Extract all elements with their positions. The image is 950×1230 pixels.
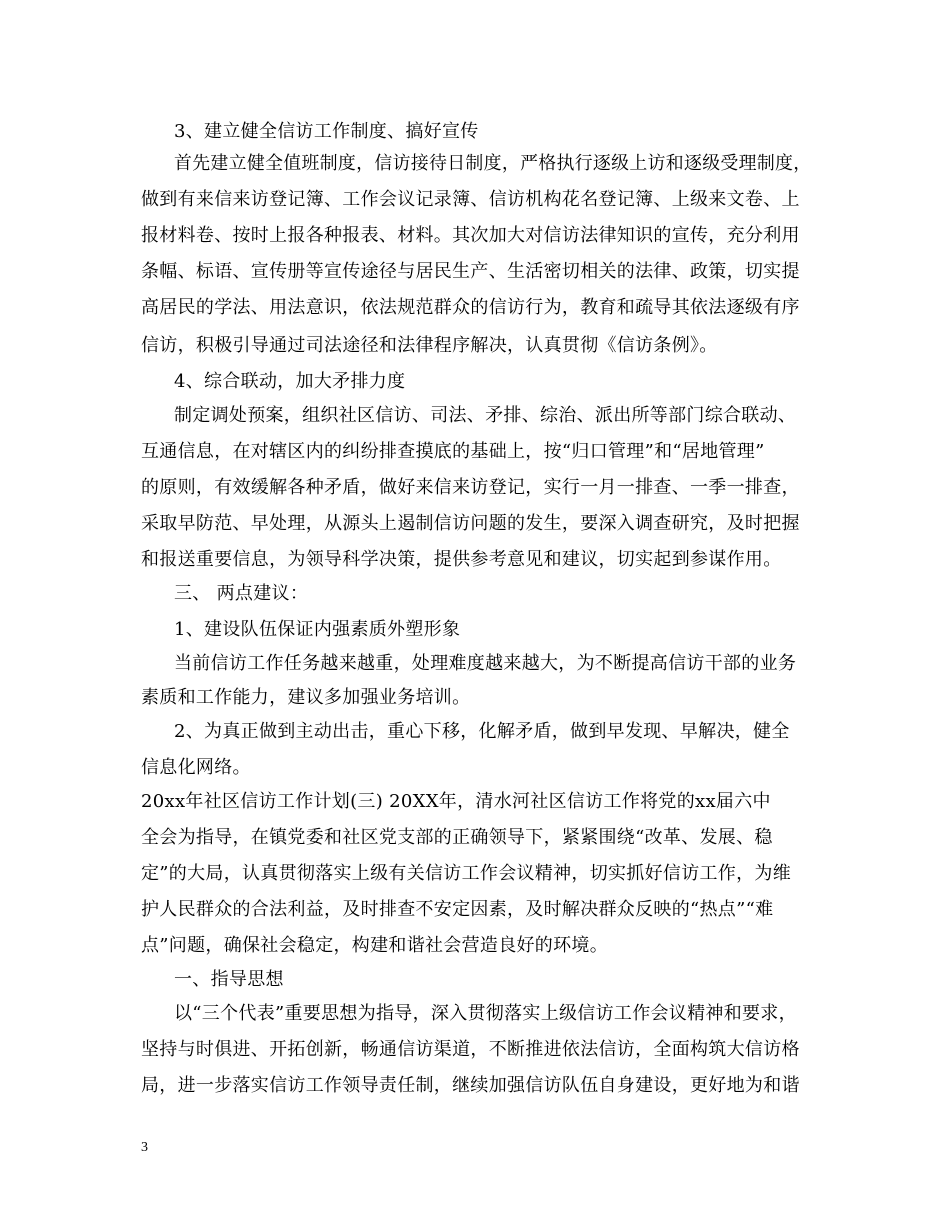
- text-line: 以“三个代表”重要思想为指导，深入贯彻落实上级信访工作会议精神和要求，: [174, 1003, 797, 1024]
- text-line: 护人民群众的合法利益，及时排查不安定因素，及时解决群众反映的“热点”“难: [141, 899, 774, 920]
- text-line: 报材料卷、按时上报各种报表、材料。其次加大对信访法律知识的宣传，充分利用: [141, 225, 800, 246]
- text-line: 的原则，有效缓解各种矛盾，做好来信来访登记，实行一月一排查、一季一排查，: [141, 477, 800, 498]
- text-line: 三、 两点建议：: [174, 583, 309, 604]
- text-line: 2、为真正做到主动出击，重心下移，化解矛盾，做到早发现、早解决，健全: [174, 721, 790, 742]
- text-line: 和报送重要信息，为领导科学决策，提供参考意见和建议，切实起到参谋作用。: [141, 549, 782, 570]
- text-line: 20xx年社区信访工作计划(三) 20XX年，清水河社区信访工作将党的xx届六中: [141, 791, 771, 812]
- text-line: 信访，积极引导通过司法途径和法律程序解决，认真贯彻《信访条例》。: [141, 335, 718, 356]
- text-line: 局，进一步落实信访工作领导责任制，继续加强信访队伍自身建设，更好地为和谐: [141, 1075, 800, 1096]
- text-line: 做到有来信来访登记簿、工作会议记录簿、信访机构花名登记簿、上级来文卷、上: [141, 189, 800, 210]
- text-line: 条幅、标语、宣传册等宣传途径与居民生产、生活密切相关的法律、政策，切实提: [141, 261, 800, 282]
- text-line: 点”问题，确保社会稳定，构建和谐社会营造良好的环境。: [141, 935, 608, 956]
- text-line: 4、综合联动，加大矛排力度: [174, 371, 406, 392]
- text-line: 制定调处预案，组织社区信访、司法、矛排、综治、派出所等部门综合联动、: [174, 405, 797, 426]
- text-line: 定”的大局，认真贯彻落实上级有关信访工作会议精神，切实抓好信访工作，为维: [141, 863, 791, 884]
- text-line: 首先建立健全值班制度，信访接待日制度，严格执行逐级上访和逐级受理制度，: [174, 153, 812, 174]
- text-line: 3、建立健全信访工作制度、搞好宣传: [174, 121, 479, 142]
- text-line: 高居民的学法、用法意识，依法规范群众的信访行为，教育和疏导其依法逐级有序: [141, 297, 800, 318]
- text-line: 素质和工作能力，建议多加强业务培训。: [141, 687, 471, 708]
- text-line: 1、建设队伍保证内强素质外塑形象: [174, 619, 461, 640]
- text-line: 信息化网络。: [141, 757, 251, 778]
- page-number: 3: [141, 1140, 148, 1155]
- text-line: 一、指导思想: [174, 969, 284, 990]
- text-line: 采取早防范、早处理，从源头上遏制信访问题的发生，要深入调查研究，及时把握: [141, 513, 800, 534]
- text-line: 坚持与时俱进、开拓创新，畅通信访渠道，不断推进依法信访，全面构筑大信访格: [141, 1039, 800, 1060]
- text-line: 全会为指导，在镇党委和社区党支部的正确领导下，紧紧围绕“改革、发展、稳: [141, 827, 773, 848]
- text-line: 当前信访工作任务越来越重，处理难度越来越大，为不断提高信访干部的业务: [174, 653, 797, 674]
- text-line: 互通信息，在对辖区内的纠纷排查摸底的基础上，按“归口管理”和“居地管理”: [141, 441, 765, 462]
